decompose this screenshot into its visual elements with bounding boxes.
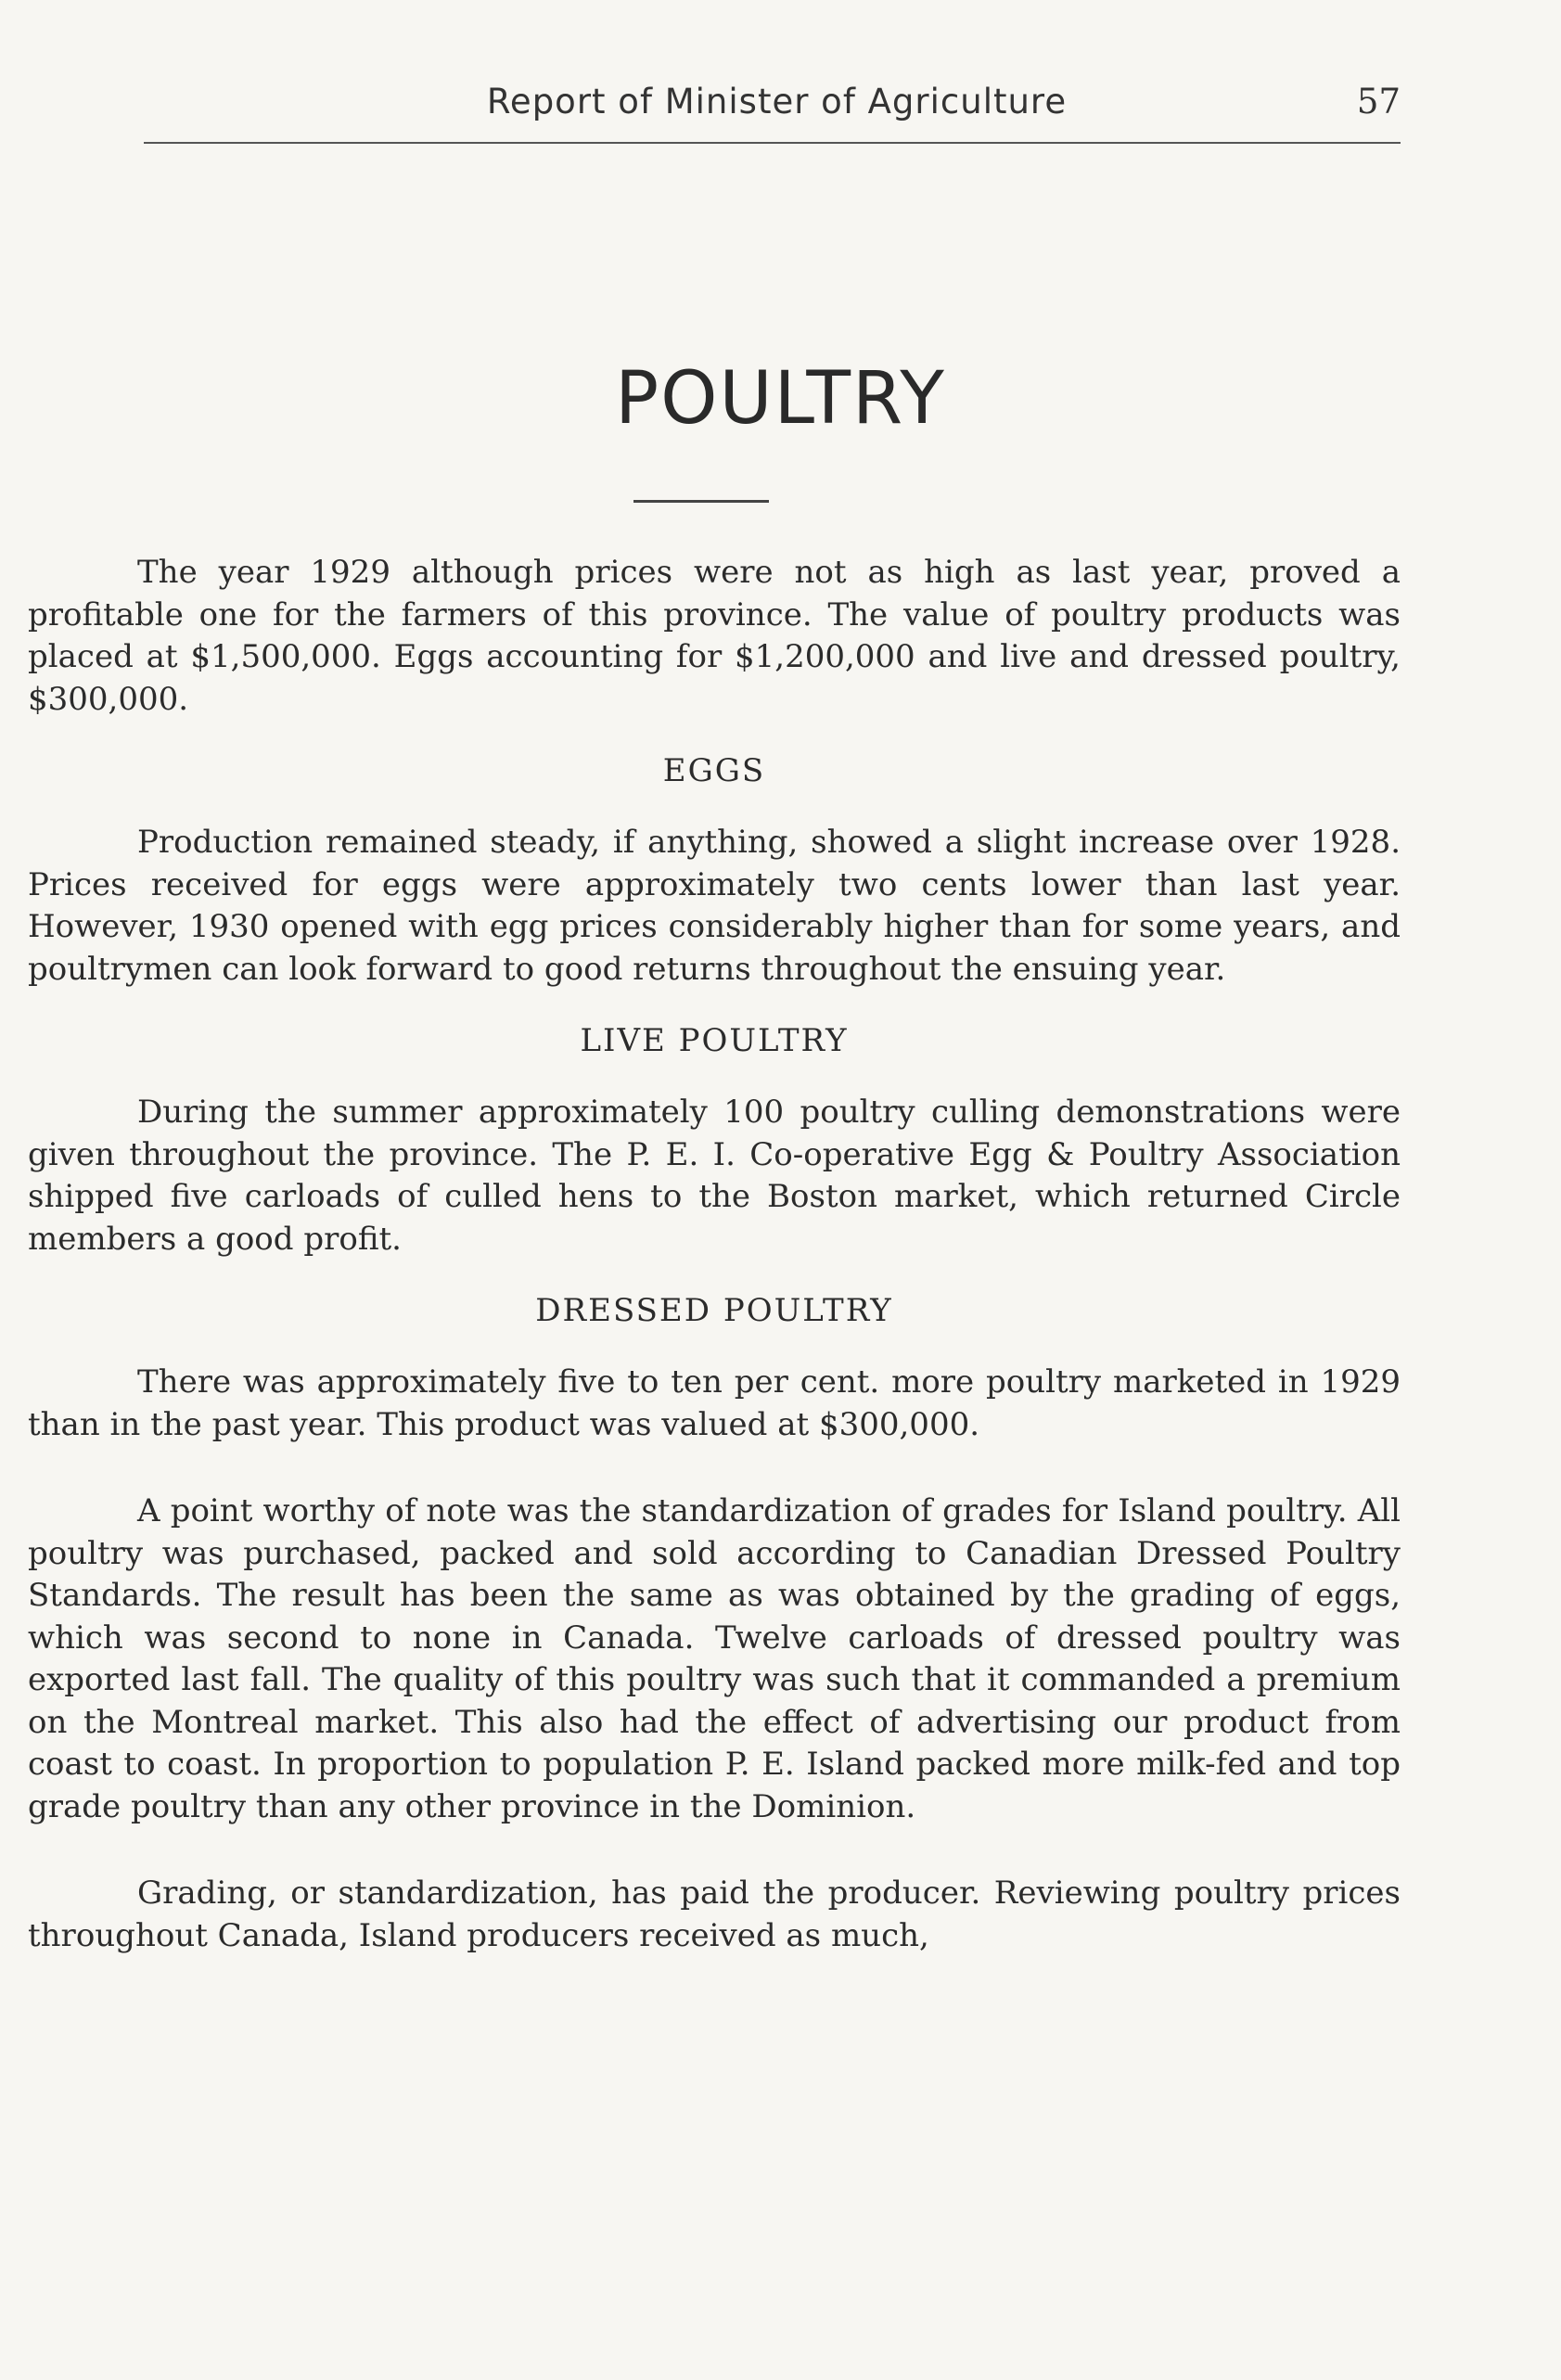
body-text	[28, 552, 1401, 1957]
heading-eggs: EGGS	[662, 752, 766, 789]
title-rule	[633, 500, 769, 503]
dressed-poultry-paragraph-1: There was approximately five to ten per cent. more poultry marketed in 1929 than in the past year. This product was valued at $300,000.	[28, 1363, 1401, 1443]
live-poultry-paragraph: During the summer approximately 100 poultry culling demonstrations were given throughout the province. The P. E. I. Co-operative Egg & Poultry Association shipped five carloads of culled hens to the Boston market, which returned Circle members a good profit.	[28, 1094, 1401, 1258]
intro-paragraph: The year 1929 although prices were not as high as last year, proved a profitable one for the farmers of this province. The value of poultry products was placed at $1,500,000. Eggs accounting for $1,200,000 and live and dressed poultry, $300,000.	[28, 554, 1401, 718]
heading-live-poultry: LIVE POULTRY	[580, 1022, 849, 1059]
eggs-paragraph: Production remained steady, if anything, showed a slight increase over 1928. Prices received for eggs were approximately two cents lower than last year. However, 1930 opened with egg prices considerably higher than for some years, and poultrymen can look forward to good returns throughout the ensuing year.	[28, 824, 1401, 988]
page-number: 57	[1356, 82, 1401, 122]
dressed-poultry-paragraph-2: A point worthy of note was the standardization of grades for Island poultry. All poultry was purchased, packed and sold according to Canadian Dressed Poultry Standards. The result has been the same as was obtained by the grading of eggs, which was second to none in Canada. Twelve carloads of dressed poultry was exported last fall. The quality of this poultry was such that it commanded a premium on the Montreal market. This also had the effect of advertising our product from coast to coast. In proportion to population P. E. Island packed more milk-fed and top grade poultry than any other province in the Dominion.	[28, 1492, 1401, 1825]
page-title: POULTRY	[615, 357, 946, 441]
running-head	[144, 82, 1410, 137]
running-title: Report of Minister of Agriculture	[486, 82, 1068, 122]
dressed-poultry-paragraph-3: Grading, or standardization, has paid the producer. Reviewing poultry prices throughout Canada, Island producers received as much,	[28, 1875, 1401, 1954]
header-rule	[144, 142, 1401, 144]
heading-dressed-poultry: DRESSED POULTRY	[535, 1292, 893, 1329]
